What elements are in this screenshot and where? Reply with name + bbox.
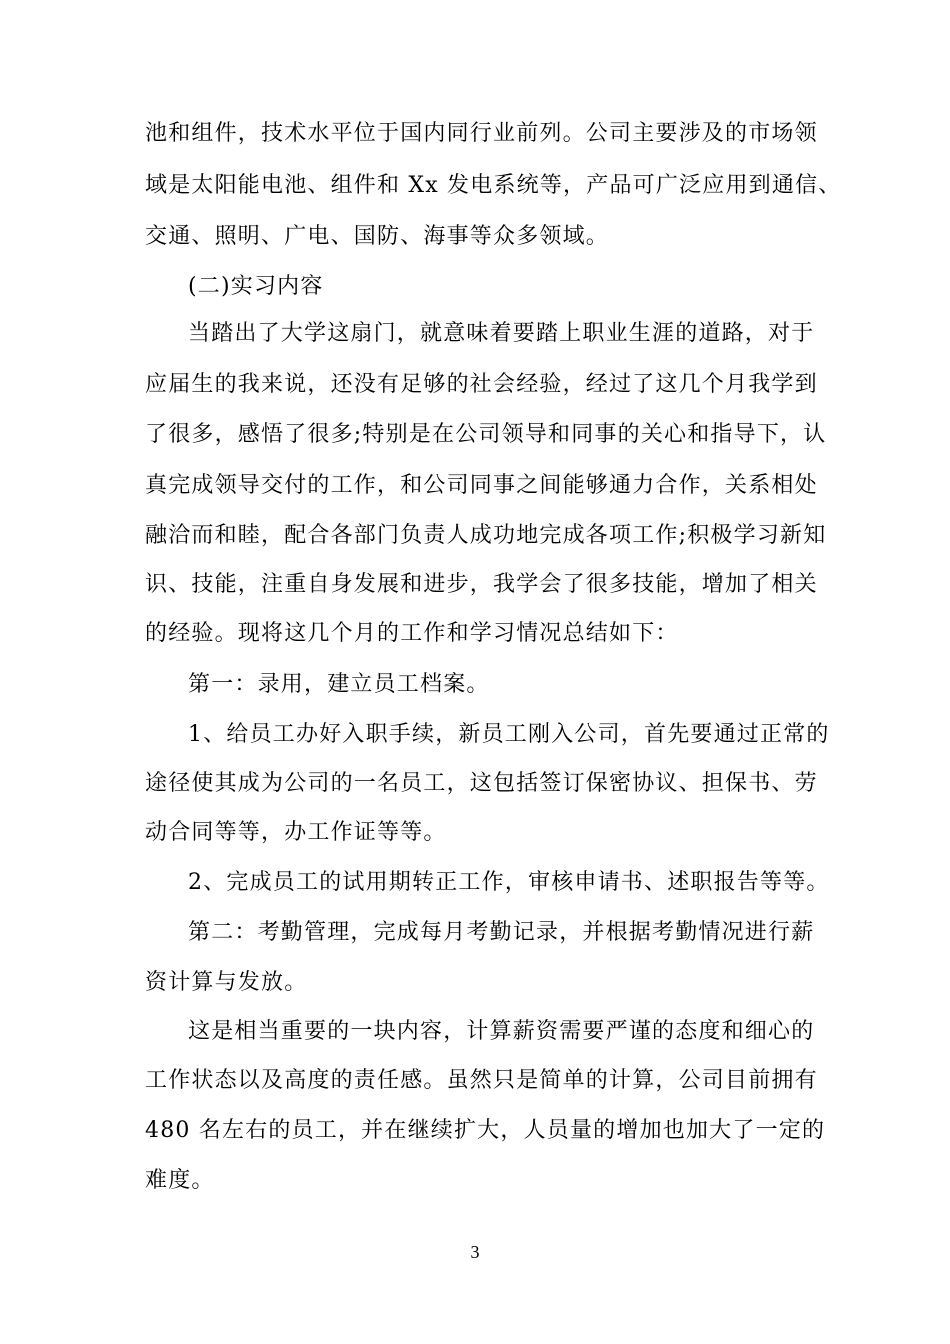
- text-line: 480 名左右的员工，并在继续扩大，人员量的增加也加大了一定的: [145, 1118, 826, 1143]
- text-line: 真完成领导交付的工作，和公司同事之间能够通力合作，关系相处: [145, 473, 818, 498]
- text-line: 工作状态以及高度的责任感。虽然只是简单的计算，公司目前拥有: [145, 1068, 818, 1093]
- text-line: 途径使其成为公司的一名员工，这包括签订保密协议、担保书、劳: [145, 771, 818, 796]
- section-heading: (二)实习内容: [188, 274, 324, 299]
- text-line: 域是太阳能电池、组件和 Xx 发电系统等，产品可广泛应用到通信、: [145, 173, 842, 198]
- page-number: 3: [470, 1242, 480, 1262]
- text-line: 识、技能，注重自身发展和进步，我学会了很多技能，增加了相关: [145, 572, 818, 597]
- text-line: 当踏出了大学这扇门，就意味着要踏上职业生涯的道路，对于: [188, 321, 815, 346]
- text-line: 了很多，感悟了很多;特别是在公司领导和同事的关心和指导下，认: [145, 422, 827, 447]
- text-line: 难度。: [145, 1168, 215, 1193]
- text-line: 的经验。现将这几个月的工作和学习情况总结如下：: [145, 621, 679, 646]
- text-line: 交通、照明、广电、国防、海事等众多领域。: [145, 224, 610, 249]
- text-line: 1、给员工办好入职手续，新员工刚入公司，首先要通过正常的: [188, 722, 830, 747]
- text-line: 应届生的我来说，还没有足够的社会经验，经过了这几个月我学到: [145, 372, 818, 397]
- text-line: 第一：录用，建立员工档案。: [188, 672, 490, 697]
- text-line: 动合同等等，办工作证等等。: [145, 820, 447, 845]
- text-line: 这是相当重要的一块内容，计算薪资需要严谨的态度和细心的: [188, 1019, 815, 1044]
- text-line: 融洽而和睦，配合各部门负责人成功地完成各项工作;积极学习新知: [145, 523, 827, 548]
- text-line: 池和组件，技术水平位于国内同行业前列。公司主要涉及的市场领: [145, 121, 818, 146]
- text-line: 资计算与发放。: [145, 970, 308, 995]
- text-line: 2、完成员工的试用期转正工作，审核申请书、述职报告等等。: [188, 870, 830, 895]
- text-line: 第二：考勤管理，完成每月考勤记录，并根据考勤情况进行薪: [188, 920, 815, 945]
